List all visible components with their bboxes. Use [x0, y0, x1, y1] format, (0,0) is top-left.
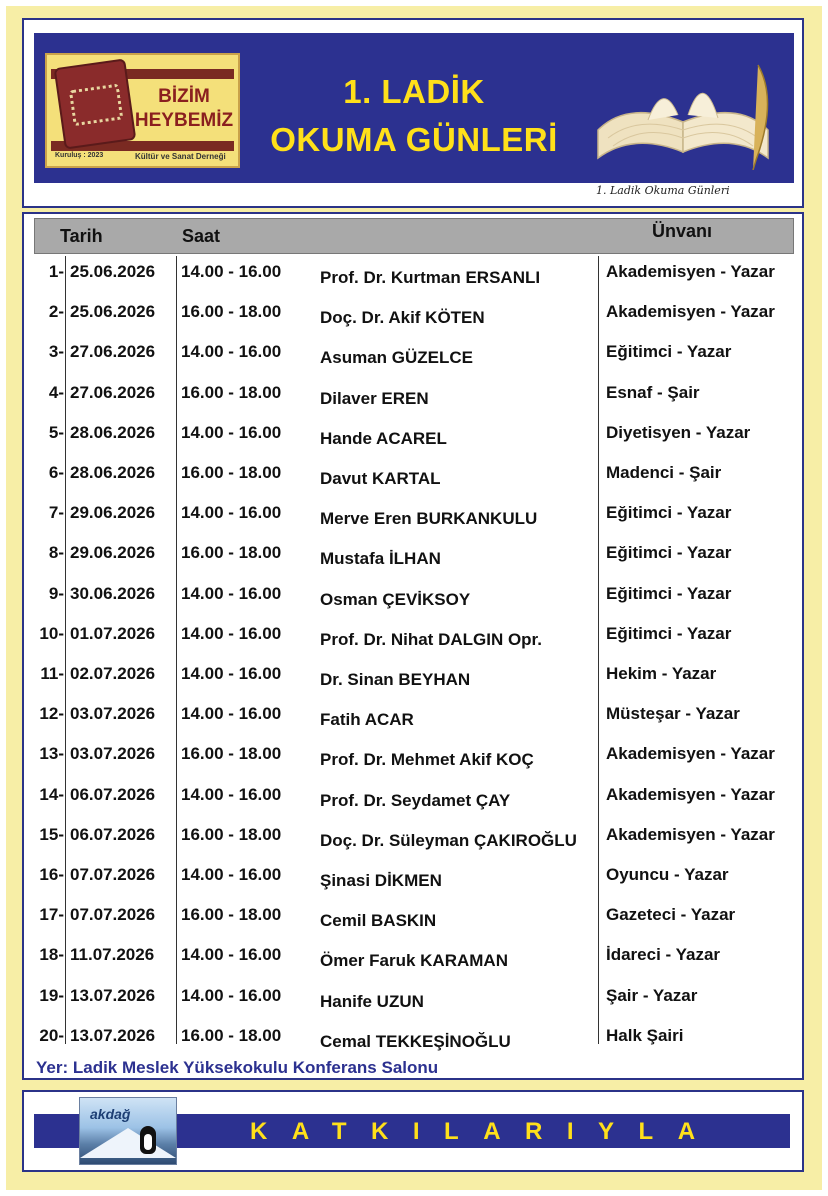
header-caption: 1. Ladik Okuma Günleri: [596, 184, 730, 197]
row-name: Asuman GÜZELCE: [320, 348, 474, 368]
row-title: Gazeteci - Yazar: [606, 905, 736, 925]
row-title: Diyetisyen - Yazar: [606, 422, 751, 442]
row-number: 7-: [48, 503, 64, 523]
row-date: 27.06.2026: [70, 342, 156, 362]
row-name: Osman ÇEVİKSOY: [320, 589, 471, 609]
row-title: Oyuncu - Yazar: [606, 865, 729, 884]
row-date: 06.07.2026: [70, 784, 156, 804]
title-line2: OKUMA GÜNLERİ: [270, 121, 558, 158]
row-time: 14.00 - 16.00: [181, 422, 282, 442]
row-name: Merve Eren BURKANKULU: [320, 509, 538, 529]
row-number: 5-: [48, 422, 64, 442]
row-time: 16.00 - 18.00: [181, 543, 282, 563]
row-number: 17-: [39, 905, 64, 925]
row-name: Mustafa İLHAN: [320, 549, 441, 569]
logo-title: [129, 85, 239, 133]
table-row: [0, 781, 828, 821]
row-title: Eğitimci - Yazar: [606, 543, 732, 563]
row-number: 2-: [48, 302, 64, 322]
table-row: [0, 901, 828, 941]
open-book-quill-icon: [588, 60, 788, 170]
table-row: [0, 539, 828, 579]
table-row: [0, 982, 828, 1022]
table-row: [0, 700, 828, 740]
row-title: Akademisyen - Yazar: [606, 744, 775, 764]
row-name: Prof. Dr. Nihat DALGIN Opr.: [320, 629, 542, 649]
row-time: 14.00 - 16.00: [181, 342, 282, 362]
row-time: 14.00 - 16.00: [181, 945, 282, 965]
row-name: Doç. Dr. Süleyman ÇAKIROĞLU: [320, 830, 577, 850]
row-name: Prof. Dr. Mehmet Akif KOÇ: [320, 750, 534, 770]
row-date: 13.07.2026: [70, 985, 156, 1005]
row-time: 14.00 - 16.00: [181, 664, 282, 683]
row-number: 12-: [39, 704, 64, 724]
header-date: Tarih: [60, 226, 103, 246]
table-row: [0, 580, 828, 620]
row-date: 03.07.2026: [70, 704, 156, 724]
row-title: Müsteşar - Yazar: [606, 704, 740, 724]
association-logo: [45, 53, 240, 168]
row-time: 14.00 - 16.00: [181, 583, 282, 603]
row-title: Esnaf - Şair: [606, 382, 700, 402]
row-name: Dr. Sinan BEYHAN: [320, 670, 471, 689]
row-number: 4-: [48, 382, 64, 402]
sponsor-name: akdağ: [90, 1106, 131, 1122]
row-date: 11.07.2026: [70, 945, 155, 965]
row-name: Hande ACAREL: [320, 428, 447, 448]
row-number: 15-: [39, 824, 64, 844]
table-row: [0, 258, 828, 298]
row-time: 14.00 - 16.00: [181, 623, 282, 643]
table-row: [0, 941, 828, 981]
row-number: 11-: [40, 664, 64, 683]
row-number: 14-: [39, 784, 64, 804]
row-time: 14.00 - 16.00: [181, 704, 282, 724]
table-row: [0, 338, 828, 378]
row-time: 14.00 - 16.00: [181, 985, 282, 1005]
row-name: Fatih ACAR: [320, 710, 414, 730]
row-date: 29.06.2026: [70, 503, 156, 523]
row-title: Akademisyen - Yazar: [606, 824, 775, 844]
table-row: [0, 660, 828, 700]
header-time: Saat: [182, 226, 221, 246]
saddlebag-chest-icon: [54, 58, 137, 149]
row-date: 03.07.2026: [70, 744, 156, 764]
table-row: [0, 821, 828, 861]
row-date: 29.06.2026: [70, 543, 156, 563]
row-time: 16.00 - 18.00: [181, 905, 282, 925]
row-name: Şinasi DİKMEN: [320, 871, 442, 890]
header-title: Ünvanı: [652, 221, 713, 241]
row-name: Doç. Dr. Akif KÖTEN: [320, 308, 485, 328]
row-date: 27.06.2026: [70, 382, 156, 402]
row-time: 16.00 - 18.00: [181, 382, 282, 402]
table-row: [0, 620, 828, 660]
row-time: 16.00 - 18.00: [181, 744, 282, 764]
row-number: 13-: [39, 744, 64, 764]
page-title: [244, 68, 584, 164]
contributions-text: KATKILARIYLA: [250, 1118, 720, 1145]
row-title: İdareci - Yazar: [606, 945, 721, 965]
row-time: 14.00 - 16.00: [181, 784, 282, 804]
row-time: 14.00 - 16.00: [181, 865, 282, 884]
row-number: 16-: [39, 865, 64, 884]
row-date: 07.07.2026: [70, 865, 156, 884]
row-time: 14.00 - 16.00: [181, 503, 282, 523]
logo-founded: Kuruluş : 2023: [55, 152, 104, 159]
row-number: 20-: [39, 1025, 64, 1045]
row-name: Hanife UZUN: [320, 991, 424, 1011]
row-number: 10-: [39, 623, 64, 643]
row-date: 28.06.2026: [70, 422, 156, 442]
row-title: Akademisyen - Yazar: [606, 262, 775, 281]
penguin-icon: [140, 1126, 156, 1154]
row-date: 06.07.2026: [70, 824, 156, 844]
row-number: 9-: [48, 583, 64, 603]
row-title: Madenci - Şair: [606, 463, 722, 482]
row-date: 02.07.2026: [70, 664, 156, 683]
row-date: 30.06.2026: [70, 583, 156, 603]
mountain-icon: [80, 1128, 176, 1158]
row-date: 13.07.2026: [70, 1025, 156, 1045]
table-row: [0, 740, 828, 780]
table-row: [0, 379, 828, 419]
row-date: 01.07.2026: [70, 623, 156, 643]
row-title: Hekim - Yazar: [606, 664, 717, 683]
row-name: Prof. Dr. Seydamet ÇAY: [320, 790, 511, 810]
row-number: 6-: [48, 463, 64, 482]
table-row: [0, 1022, 828, 1062]
row-title: Şair - Yazar: [606, 985, 698, 1005]
table-row: [0, 459, 828, 499]
row-title: Eğitimci - Yazar: [606, 583, 732, 603]
table-row: [0, 861, 828, 901]
row-title: Akademisyen - Yazar: [606, 784, 775, 804]
title-line1: 1. LADİK: [343, 73, 485, 110]
logo-org: Kültür ve Sanat Derneği: [135, 152, 226, 161]
row-time: 14.00 - 16.00: [181, 262, 282, 281]
row-name: Dilaver EREN: [320, 388, 429, 408]
row-number: 1-: [48, 262, 64, 281]
row-name: Ömer Faruk KARAMAN: [320, 951, 508, 971]
table-row: [0, 499, 828, 539]
row-time: 16.00 - 18.00: [181, 302, 282, 322]
logo-title-line1: BİZİM: [158, 86, 210, 107]
table-row: [0, 298, 828, 338]
row-number: 19-: [39, 985, 64, 1005]
table-row: [0, 419, 828, 459]
row-time: 16.00 - 18.00: [181, 1025, 282, 1045]
row-title: Eğitimci - Yazar: [606, 623, 732, 643]
venue-text: Yer: Ladik Meslek Yüksekokulu Konferans Salonu: [36, 1058, 439, 1077]
row-title: Eğitimci - Yazar: [606, 503, 732, 523]
row-date: 07.07.2026: [70, 905, 156, 925]
row-number: 8-: [48, 543, 64, 563]
row-date: 28.06.2026: [70, 463, 156, 482]
row-name: Prof. Dr. Kurtman ERSANLI: [320, 268, 541, 287]
row-number: 3-: [48, 342, 64, 362]
row-name: Davut KARTAL: [320, 469, 441, 488]
row-time: 16.00 - 18.00: [181, 463, 282, 482]
row-number: 18-: [39, 945, 64, 965]
row-date: 25.06.2026: [70, 302, 156, 322]
row-title: Eğitimci - Yazar: [606, 342, 732, 362]
row-name: Cemil BASKIN: [320, 911, 437, 931]
row-title: Halk Şairi: [606, 1025, 684, 1045]
row-date: 25.06.2026: [70, 262, 156, 281]
row-name: Cemal TEKKEŞİNOĞLU: [320, 1031, 511, 1051]
sponsor-logo: [79, 1097, 177, 1165]
row-time: 16.00 - 18.00: [181, 824, 282, 844]
row-title: Akademisyen - Yazar: [606, 302, 775, 322]
logo-title-line2: HEYBEMİZ: [134, 110, 234, 131]
